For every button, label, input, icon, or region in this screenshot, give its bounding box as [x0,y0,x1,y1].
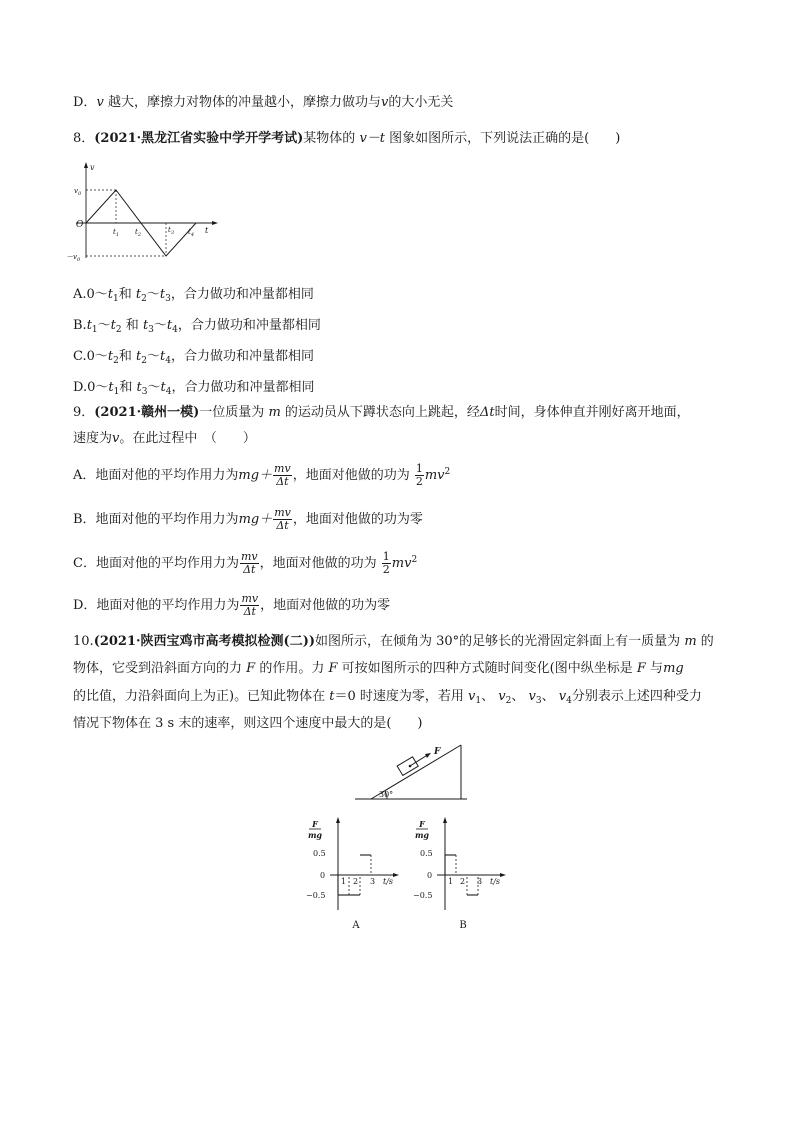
svg-text:−0.5: −0.5 [413,891,433,900]
svg-text:0.5: 0.5 [313,849,326,858]
svg-text:3: 3 [477,877,483,886]
force-graph-b [412,815,522,940]
q8-option-d: $D.0\sim t_1$和 $t_3\sim t_4$，合力做功和冲量都相同 [73,380,315,397]
q9-stem-line2: 速度为v。在此过程中 （ ） [73,431,256,446]
origin-label: O [76,220,84,230]
svg-text:0: 0 [427,871,433,880]
q8-vt-graph [66,160,222,263]
q8-option-c: $C.0\sim t_2$和 $t_2\sim t_4$，合力做功和冲量都相同 [73,349,314,366]
q10-stem-line4: 情况下物体在 3 s 末的速率，则这四个速度中最大的是( ) [73,716,423,731]
v-axis-label: v [90,163,95,172]
svg-text:v0: $v_0$ [74,187,82,197]
incline-angle-label: 30° [379,790,394,799]
q7-option-d: D．v 越大，摩擦力对物体的冲量越小，摩擦力做功与v的大小无关 [73,95,454,110]
q9-option-b: B．地面对他的平均作用力为mg＋ $\frac{mv}{\Delta t}$ ，地面对他做的功为零 [73,506,423,532]
q9-option-c: C．地面对他的平均作用力为 $\frac{mv}{\Delta t}$ ，地面对他做的功为 $\frac{1}{2}$ $mv^2$ [73,550,418,576]
svg-text:0: 0 [320,871,326,880]
svg-text:2: 2 [353,877,359,886]
svg-text:t1: $t_1$ [113,228,120,238]
svg-text:B: B [459,920,467,931]
svg-text:t/s: t/s [383,877,394,886]
q9-option-a: A．地面对他的平均作用力为mg＋ $\frac{mv}{\Delta t}$ ，地面对他做的功为 $\frac{1}{2}$ $mv^2$ [73,462,451,488]
svg-text:－v0: $-v_0$ [66,253,81,263]
svg-text:2: 2 [460,877,466,886]
q8-stem: 8．(2021·黑龙江省实验中学开学考试)某物体的 v－t 图象如图所示，下列说法正确的是( ) [73,131,621,146]
svg-text:F: F [312,819,318,829]
svg-text:1: 1 [341,877,347,886]
svg-text:mg: mg [307,830,323,840]
t-axis-label: t [205,226,209,235]
svg-text:3: 3 [370,877,376,886]
svg-text:−0.5: −0.5 [306,891,326,900]
svg-text:A: A [352,920,360,931]
force-graph-a [305,815,415,940]
svg-text:F: F [419,819,425,829]
q10-stem-line1: 10.(2021·陕西宝鸡市高考模拟检测(二))如图所示，在倾角为 30°的足够长的光滑固定斜面上有一质量为 m 的 [73,634,714,649]
q10-stem-line3: 的比值，力沿斜面向上为正)。已知此物体在 t＝0 时速度为零，若用 $v_1$、 $v_2$、 $v_3$、 $v_4$分别表示上述四种受力 [73,689,702,706]
q8-option-a: $A.0\sim t_1$和 $t_2\sim t_3$，合力做功和冲量都相同 [73,287,314,304]
force-label: F [434,747,441,757]
incline-figure [355,740,470,802]
q8-option-b: $B.t_1\sim t_2$ 和 $t_3\sim t_4$，合力做功和冲量都相同 [73,318,321,335]
svg-text:t3: $t_3$ [168,226,175,236]
q9-option-d: D．地面对他的平均作用力为 $\frac{mv}{\Delta t}$ ，地面对他做的功为零 [73,592,391,618]
svg-text:0.5: 0.5 [420,849,433,858]
svg-text:t/s: t/s [490,877,501,886]
svg-text:t2: $t_2$ [135,228,142,238]
q9-stem-line1: 9．(2021·赣州一模)一位质量为 m 的运动员从下蹲状态向上跳起，经Δt时间，身体伸直并刚好离开地面， [73,405,690,420]
svg-text:t4: $t_4$ [188,228,195,238]
q10-stem-line2: 物体，它受到沿斜面方向的力 F 的作用。力 F 可按如图所示的四种方式随时间变化(图中纵坐标是 F 与mg [73,661,684,676]
svg-text:1: 1 [448,877,454,886]
svg-text:mg: mg [414,830,430,840]
